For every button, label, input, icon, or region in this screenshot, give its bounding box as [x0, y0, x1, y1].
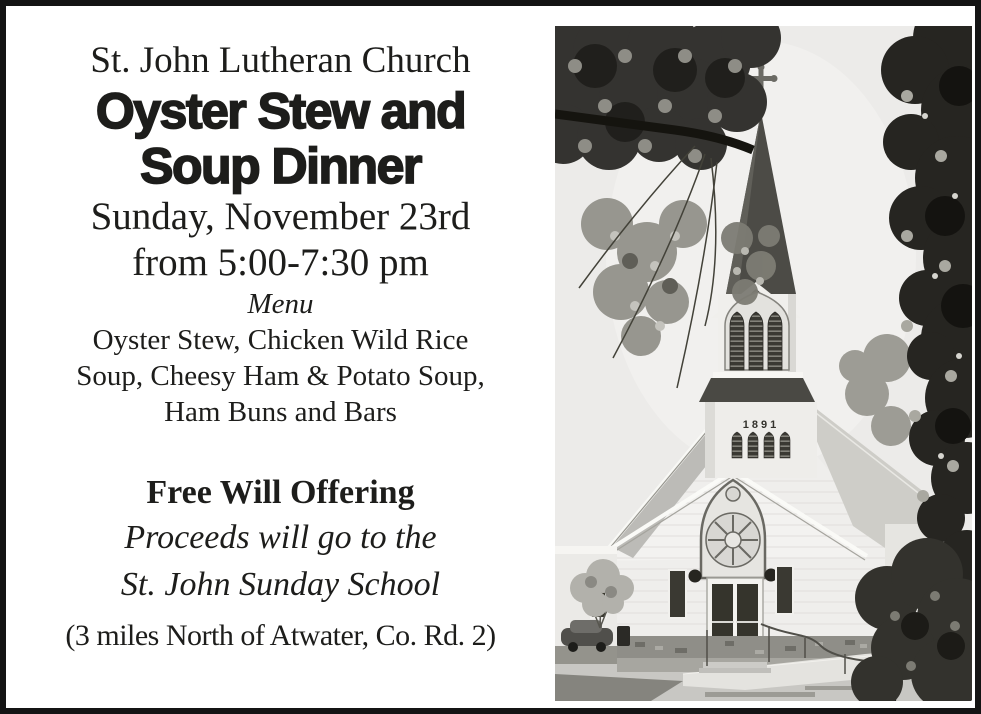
- event-title-line1: Oyster Stew and: [95, 83, 466, 139]
- proceeds-line-1: Proceeds will go to the: [124, 519, 437, 556]
- church-name: St. John Lutheran Church: [90, 40, 471, 81]
- belfry-roof: [699, 378, 815, 402]
- church-tower: [705, 402, 817, 478]
- wall-lamp-left: [689, 570, 702, 583]
- free-will-offering: Free Will Offering: [146, 474, 415, 511]
- event-time: from 5:00-7:30 pm: [132, 241, 429, 284]
- proceeds-line-2: St. John Sunday School: [120, 566, 441, 603]
- church-belfry: [713, 292, 803, 378]
- event-date: Sunday, November 23rd: [90, 195, 471, 238]
- menu-heading: Menu: [247, 288, 314, 320]
- event-title-line2: Soup Dinner: [140, 138, 421, 194]
- menu-line-1: Oyster Stew, Chicken Wild Rice: [92, 324, 469, 356]
- menu-line-3: Ham Buns and Bars: [164, 396, 397, 428]
- ad-text-column: [12, 12, 549, 714]
- menu-line-2: Soup, Cheesy Ham & Potato Soup,: [76, 360, 485, 392]
- facade-window-left: [669, 570, 686, 618]
- facade-window-right: [776, 566, 793, 614]
- location-note: (3 miles North of Atwater, Co. Rd. 2): [65, 619, 496, 652]
- tower-inscription: 1891: [742, 419, 780, 431]
- trash-can: [617, 626, 630, 646]
- church-photo: [555, 26, 972, 701]
